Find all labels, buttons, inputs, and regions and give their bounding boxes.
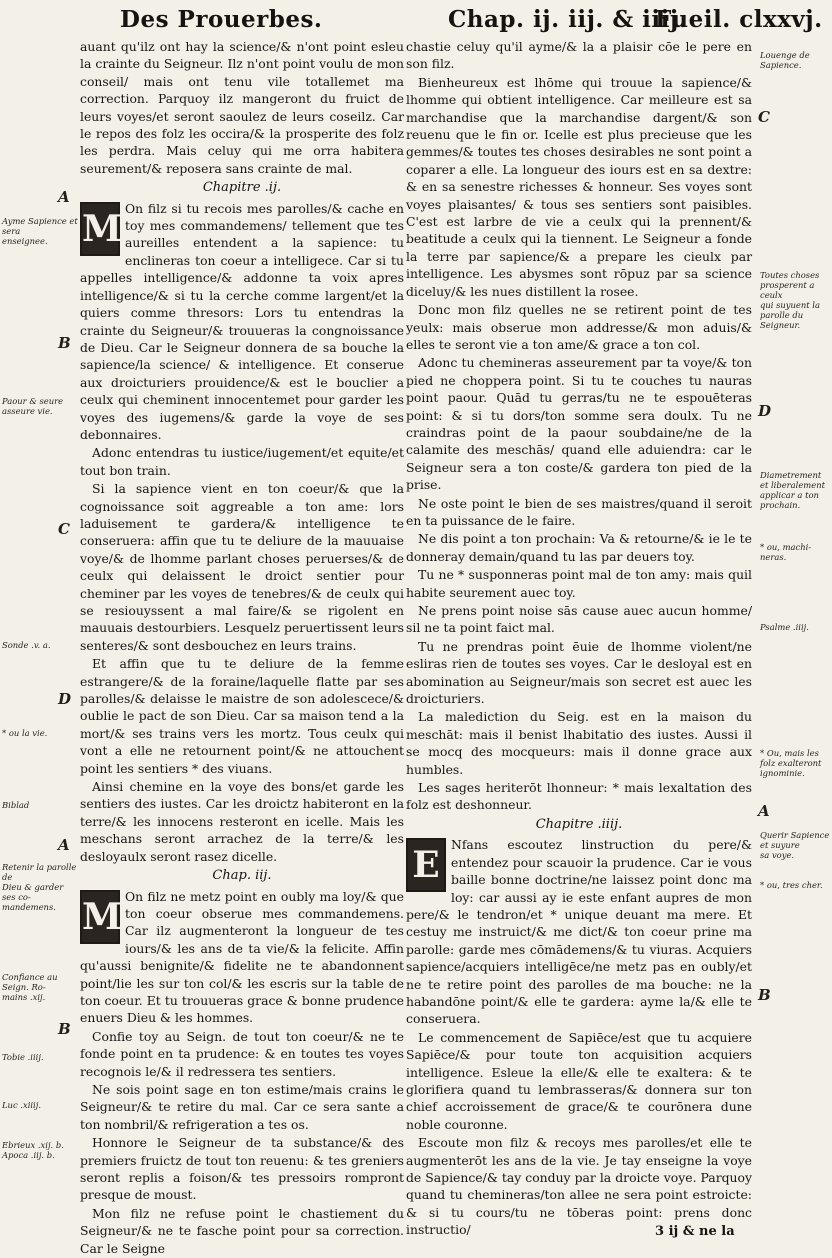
margin-note: Querir Sapience et suyure sa voye.: [760, 830, 830, 860]
chapter-range: Chap. ij. iij. & iiij.: [448, 6, 688, 33]
margin-note: Psalme .iiij.: [760, 622, 809, 632]
paragraph: Adonc entendras tu iustice/iugement/et equite/et tout bon train.: [80, 445, 404, 478]
paragraph: M On filz si tu recois mes parolles/& cache en toy mes commandemens/ tellement que tes aureilles entendent a la sapience: tu enclineras ton coeur a intelligece. Car si tu appelles intelligence/& addonne ta voix apres intelligence/& si tu la cerche comme largent/et la quiers comme thresors: Lors tu entendras la crainte du Seigneur/& trouueras la congnoissance de Dieu. Car le Seigneur donnera de sa bouche la sapience/la science/ & intelligence. Et conserue aux droicturiers prouidence/& est le bouclier a ceulx qui cheminent innocentemet pour garder les voyes des iugemens/& garde la voye de ses debonnaires.: [80, 200, 404, 442]
paragraph: Ne oste point le bien de ses maistres/quand il seroit en ta puissance de le faire.: [406, 495, 752, 528]
paragraph: La malediction du Seig. est en la maison du meschāt: mais il benist lhabitatio des iustes. Aussi il se mocq des mocqueurs: mais il donne grace aux humbles.: [406, 709, 752, 777]
paragraph: chastie celuy qu'il ayme/& la a plaisir cōe le pere en son filz.: [406, 39, 752, 72]
paragraph: Les sages heriterōt lhonneur: * mais lexaltation des folz est deshonneur.: [406, 780, 752, 813]
ornamental-initial: M: [80, 202, 120, 256]
ornamental-initial: E: [406, 838, 446, 892]
paragraph: Donc mon filz quelles ne se retirent point de tes yeulx: mais obserue mon addresse/& mon aduis/& elles te seront vie a ton ame/& grace a ton col.: [406, 302, 752, 352]
margin-note: Ebrieux .xij. b. Apoca .iij. b.: [2, 1140, 64, 1160]
paragraph: E Nfans escoutez linstruction du pere/& entendez pour scauoir la prudence. Car ie vous baille bonne doctrine/ne laissez point donc ma loy: car aussi ay ie este enfant aupres de mon pere/& le tendron/et * unique deuant ma mere. Et cestuy me instruict/& me dict/& ton coeur prine ma parolle: garde mes cōmādemens/& tu viuras. Acquiers sapience/acquiers intelligēce/ne metz pas en oubly/et ne te retire point des parolles de ma bouche: ne la habandōne point/& elle te gardera: ayme la/& elle te conseruera.: [406, 837, 752, 1027]
margin-note: Confiance au Seign. Ro- mains .xij.: [2, 972, 58, 1002]
margin-note: * ou, tres cher.: [760, 880, 823, 890]
paragraph: Ainsi chemine en la voye des bons/et garde les sentiers des iustes. Car les droictz habiteront en la terre/& les innocens resteront en icelle. Mais les meschans seront arrachez de la terre/& les desloyaulx seront rasez dicelle.: [80, 779, 404, 864]
chapter-heading: Chap. iij.: [212, 868, 272, 884]
paragraph: Tu ne * susponneras point mal de ton amy: mais quil habite seurement auec toy.: [406, 567, 752, 600]
paragraph: Bienheureux est lhōme qui trouue la sapience/& lhomme qui obtient intelligence. Car meilleure est sa marchandise que la marchandise dargent/& son reuenu que le fin or. Icelle est plus precieuse que les gemmes/& toutes tes choses desirables ne sont point a coparer a elle. La longueur des iours est en sa dextre: & en sa senestre richesses & honneur. Ses voyes sont voyes plaisantes/ & tous ses sentiers sont paisibles. C'est est larbre de vie a ceulx qui la prennent/& beatitude a ceulx qui la tiennent. Le Seigneur a fonde la terre par sapience/& a prepare les cieulx par intelligence. Les abysmes sont rōpuz par sa science diceluy/& les nues distillent la rosee.: [406, 74, 752, 299]
margin-note: * ou, machi- neras.: [760, 542, 812, 562]
paragraph: Confie toy au Seign. de tout ton coeur/& ne te fonde point en ta prudence: & en toutes tes voyes recognois le/& il redressera tes sentiers.: [80, 1028, 404, 1079]
paragraph: Mon filz ne refuse point le chastiement du Seigneur/& ne te fasche point pour sa correction. Car le Seigne: [80, 1205, 404, 1256]
paragraph: Ne prens point noise sās cause auec aucun homme/ sil ne ta point faict mal.: [406, 603, 752, 636]
paragraph: Ne dis point a ton prochain: Va & retourne/& ie le te donneray demain/quand tu las par deuers toy.: [406, 531, 752, 564]
signature-mark: 3 ij & ne la: [655, 1224, 735, 1239]
chapter-heading: Chapitre .iiij.: [535, 816, 623, 832]
paragraph: Escoute mon filz & recoys mes parolles/et elle te augmenterōt les ans de la vie. Je tay enseigne la voye de Sapience/& tay conduy par la droicte voye. Parquoy quand tu chemineras/ton allee ne sera point estroicte: & si tu cours/tu ne tōberas point: prens donc instructio/: [406, 1135, 752, 1238]
margin-note: Louenge de Sapience.: [760, 50, 810, 70]
folio-number: Fueil. clxxvj.: [655, 6, 823, 33]
margin-note: Tobie .iiij.: [2, 1052, 44, 1062]
paragraph: Adonc tu chemineras asseurement par ta voye/& ton pied ne choppera point. Si tu te couches tu nauras point paour. Quād tu gerras/tu ne te espouēteras point: & si tu dors/ton somme sera doulx. Tu ne craindras point de la paour soubdaine/ne de la calamite des meschās/ quand elle aduiendra: car le Seigneur sera a ton coste/& gardera ton pied de la prise.: [406, 355, 752, 493]
left-text-column: [80, 38, 404, 1258]
paragraph: Honnore le Seigneur de ta substance/& des premiers fruictz de tout ton reuenu: & tes greniers seront replis a foison/& tes pressoirs rompront presque de moust.: [80, 1135, 404, 1203]
ornamental-initial: M: [80, 890, 120, 944]
margin-note: Luc .xiiij.: [2, 1100, 41, 1110]
paragraph: Et affin que tu te deliure de la femme estrangere/& de la foraine/laquelle flatte par ses parolles/& delaisse le maistre de son adolescece/& oublie le pact de son Dieu. Car sa maison tend a la mort/& ses trains vers les mortz. Tous ceulx qui vont a elle ne retournent point/& ne attouchent point les sentiers * des viuans.: [80, 656, 404, 776]
paragraph: Le commencement de Sapiēce/est que tu acquiere Sapiēce/& pour toute ton acquisition acquiers intelligence. Esleue la elle/& elle te exaltera: & te glorifiera quand tu lembrasseras/& donnera sur ton chief accroissement de grace/& te courōnera dune noble couronne.: [406, 1029, 752, 1132]
paragraph: Si la sapience vient en ton coeur/& que la cognoissance soit aggreable a ton ame: lors laduisement te gardera/& intelligence te conseruera: affin que tu te deliure de la mauuaise voye/& de lhomme parlant choses peruerses/& de ceulx qui delaissent le droict sentier pour cheminer par les voyes de tenebres/& de ceulx qui se resiouyssent a mal faire/& se rigolent en mauuais destourbiers. Lesquelz peruertissent leurs senteres/& sont desbouchez en leurs trains.: [80, 481, 404, 653]
paragraph: Ne sois point sage en ton estime/mais crains le Seigneur/& te retire du mal. Car ce sera sante a ton nombril/& refrigeration a tes os.: [80, 1081, 404, 1132]
margin-note: Ayme Sapience et sera enseignee.: [2, 216, 78, 246]
running-title: Des Prouerbes.: [120, 6, 323, 33]
right-text-column: [406, 38, 752, 1240]
margin-note: * Ou, mais les folz exalteront ignominie.: [760, 748, 822, 778]
margin-note: Diametrement et liberalement applicar a ton prochain.: [760, 470, 825, 510]
margin-note: Biblad: [2, 800, 30, 810]
paragraph: Tu ne prendras point ēuie de lhomme violent/ne esliras rien de toutes ses voyes. Car le desloyal est en abomination au Seigneur/mais son secret est auec les droicturiers.: [406, 638, 752, 707]
paragraph: M On filz ne metz point en oubly ma loy/& que ton coeur obserue mes commandemens. Car ilz augmenteront la longueur de tes iours/& les ans de ta vie/& la felicite. Affin qu'aussi benignite/& fidelite ne te abandonnent point/lie les sur ton col/& les escris sur la table de ton coeur. Et tu trouueras grace & bonne prudence enuers Dieu & les hommes.: [80, 888, 404, 1026]
margin-note: Paour & seure asseure vie.: [2, 396, 64, 416]
margin-note: Toutes choses prosperent a ceulx qui suyuent la parolle du Seigneur.: [760, 270, 820, 330]
paragraph: auant qu'ilz ont hay la science/& n'ont point esleu la crainte du Seigneur. Ilz n'ont point voulu de mon conseil/ mais ont tenu vile totallemet ma correction. Parquoy ilz mangeront du fruict de leurs voyes/et seront saoulez de leurs coseilz. Car le repos des folz les occira/& la prosperite des folz les perdra. Mais celuy qui me orra habitera seurement/& reposera sans crainte de mal.: [80, 39, 404, 176]
margin-note: Retenir la parolle de Dieu & garder ses co- mandemens.: [2, 862, 77, 912]
chapter-heading: Chapitre .ij.: [202, 180, 282, 196]
margin-note: * ou la vie.: [2, 728, 48, 738]
margin-note: Sonde .v. a.: [2, 640, 51, 650]
book-page: Des Prouerbes. Chap. ij. iij. & iiij. Fueil. clxxvj. A Ayme Sapience et sera enseignee. B Paour & seure asseure vie. C Sonde .v. a. D * ou la vie. Biblad A Retenir la parolle de Dieu & garder ses co- mandemens. Confiance au Seign. Ro- mains .xij. B Tobie .iiij. Luc .xiiij. Ebrieux .xij. b. Apoca .iij. b. auant qu'ilz ont hay la science/& n'ont point esleu la crainte du Seigneur. Ilz n'ont point voulu de mon conseil/ mais ont tenu vile totallemet ma correction. Parquoy ilz mangeront du fruict de leurs voyes/et seront saoulez de leurs coseilz. Car le repos des folz les occira/& la prosperite des folz les perdra. Mais celuy qui me orra habitera seurement/& reposera sans crainte de mal. Chapitre .ij. M On filz si tu recois mes parolles/& cache en toy mes commandemens/ tellement que tes aureilles entendent a la sapience: tu enclineras ton coeur a intelligece. Car si tu appelles intelligence/& addonne ta voix apres intelligence/& si tu la cerche comme largent/et la quiers comme thresors: Lors tu entendras la crainte du Seigneur/& trouueras la congnoissance de Dieu. Car le Seigneur donnera de sa bouche la sapience/la science/ & intelligence. Et conserue aux droicturiers prouidence/& est le bouclier a ceulx qui cheminent innocentemet pour garder les voyes des iugemens/& garde la voye de ses debonnaires. Adonc entendras tu iustice/iugement/et equite/et tout bon train. Si la sapience vient en ton coeur/& que la cognoissance soit aggreable a ton ame: lors laduisement te gardera/& intelligence te conseruera: affin que tu te deliure de la mauuaise voye/& de lhomme parlant choses peruerses/& de ceulx qui delaissent le droict sentier pour cheminer par les voyes de tenebres/& de ceulx qui se resiouyssent a mal faire/& se rigolent en mauuais destourbiers. Lesquelz peruertissent leurs senteres/& sont desbouchez en leurs trains. Et affin que tu te deliure de la femme estrangere/& de la foraine/laquelle flatte par ses parolles/& delaisse le maistre de son adolescece/& oublie le pact de son Dieu. Car sa maison tend a la mort/& ses trains vers les mortz. Tous ceulx qui vont a elle ne retournent point/& ne attouchent point les sentiers * des viuans. Ainsi chemine en la voye des bons/et garde les sentiers des iustes. Car les droictz habiteront en la terre/& les innocens resteront en icelle. Mais les meschans seront arrachez de la terre/& les desloyaulx seront rasez dicelle. Chap. iij. M On filz ne metz point en oubly ma loy/& que ton coeur obserue mes commandemens. Car ilz augmenteront la longueur de tes iours/& les ans de ta vie/& la felicite. Affin qu'aussi benignite/& fidelite ne te abandonnent point/lie les sur ton col/& les escris sur la table de ton coeur. Et tu trouueras grace & bonne prudence enuers Dieu & les hommes. Confie toy au Seign. de tout ton coeur/& ne te fonde point en ta prudence: & en toutes tes voyes recognois le/& il redressera tes sentiers. Ne sois point sage en ton estime/mais crains le Seigneur/& te retire du mal. Car ce sera sante a ton nombril/& refrigeration a tes os. Honnore le Seigneur de ta substance/& des premiers fruictz de tout ton reuenu: & tes greniers seront replis a foison/& tes pressoirs rompront presque de moust. Mon filz ne refuse point le chastiement du Seigneur/& ne te fasche point pour sa correction. Car le Seigne chastie celuy qu'il ayme/& la a plaisir cōe le pere en son filz. Bienheureux est lhōme qui trouue la sapience/& lhomme qui obtient intelligence. Car meilleure est sa marchandise que la marchandise dargent/& son reuenu que le fin or. Icelle est plus precieuse que les gemmes/& toutes tes choses desirables ne sont point a coparer a elle. La longueur des iours est en sa dextre: & en sa senestre richesses & honneur. Ses voyes sont voyes plaisantes/ & tous ses sentiers sont paisibles. C'est est larbre de vie a ceulx qui la prennent/& beatitude a ceulx qui la tiennent. Le Seigneur a fonde la terre par sapience/& a prepare les cieulx par intelligence. Les abysmes sont rōpuz par sa science diceluy/& les nues distillent la rosee. Donc mon filz quelles ne se retirent point de tes yeulx: mais obserue mon addresse/& mon aduis/& elles te seront vie a ton ame/& grace a ton col. Adonc tu chemineras asseurement par ta voye/& ton pied ne choppera point. Si tu te couches tu nauras point paour. Quād tu gerras/tu ne te espouēteras point: & si tu dors/ton somme sera doulx. Tu ne craindras point de la paour soubdaine/ne de la calamite des meschās/ quand elle aduiendra: car le Seigneur sera a ton coste/& gardera ton pied de la prise. Ne oste point le bien de ses maistres/quand il seroit en ta puissance de le faire. Ne dis point a ton prochain: Va & retourne/& ie le te donneray demain/quand tu las par deuers toy. Tu ne * susponneras point mal de ton amy: mais quil habite seurement auec toy. Ne prens point noise sās cause auec aucun homme/ sil ne ta point faict mal. Tu ne prendras point ēuie de lhomme violent/ne esliras rien de toutes ses voyes. Car le desloyal est en abomination au Seigneur/mais son secret est auec les droicturiers. La malediction du Seig. est en la maison du meschāt: mais il benist lhabitatio des iustes. Aussi il se mocq des mocqueurs: mais il donne grace aux humbles. Les sages heriterōt lhonneur: * mais lexaltation des folz est deshonneur. Chapitre .iiij. E Nfans escoutez linstruction du pere/& entendez pour scauoir la prudence. Car ie vous baille bonne doctrine/ne laissez point donc ma loy: car aussi ay ie este enfant aupres de mon pere/& le tendron/et * unique deuant ma mere. Et cestuy me instruict/& me dict/& ton coeur prine ma parolle: garde mes cōmādemens/& tu viuras. Acquiers sapience/acquiers intelligēce/ne metz pas en oubly/et ne te retire point des parolles de ma bouche: ne la habandōne point/& elle te gardera: ayme la/& elle te conseruera. Le commencement de Sapiēce/est que tu acquiere Sapiēce/& pour toute ton acquisition acquiers intelligence. Esleue la elle/& elle te exaltera: & te glorifiera quand tu lembrasseras/& donnera sur ton chief accroissement de grace/& te courōnera dune noble couronne. Escoute mon filz & recoys mes parolles/et elle te augmenterōt les ans de la vie. Je tay enseigne la voye de Sapience/& tay conduy par la droicte voye. Parquoy quand tu chemineras/ton allee ne sera point estroicte: & si tu cours/tu ne tōberas point: prens donc instructio/ Louenge de Sapience. C Toutes choses prosperent a ceulx qui suyuent la parolle du Seigneur. D Diametrement et liberalement applicar a ton prochain. * ou, machi- neras. Psalme .iiij. * Ou, mais les folz exalteront ignominie. A Querir Sapience et suyure sa voye. * ou, tres cher. B 3 ij & ne la: [0, 0, 832, 1246]
